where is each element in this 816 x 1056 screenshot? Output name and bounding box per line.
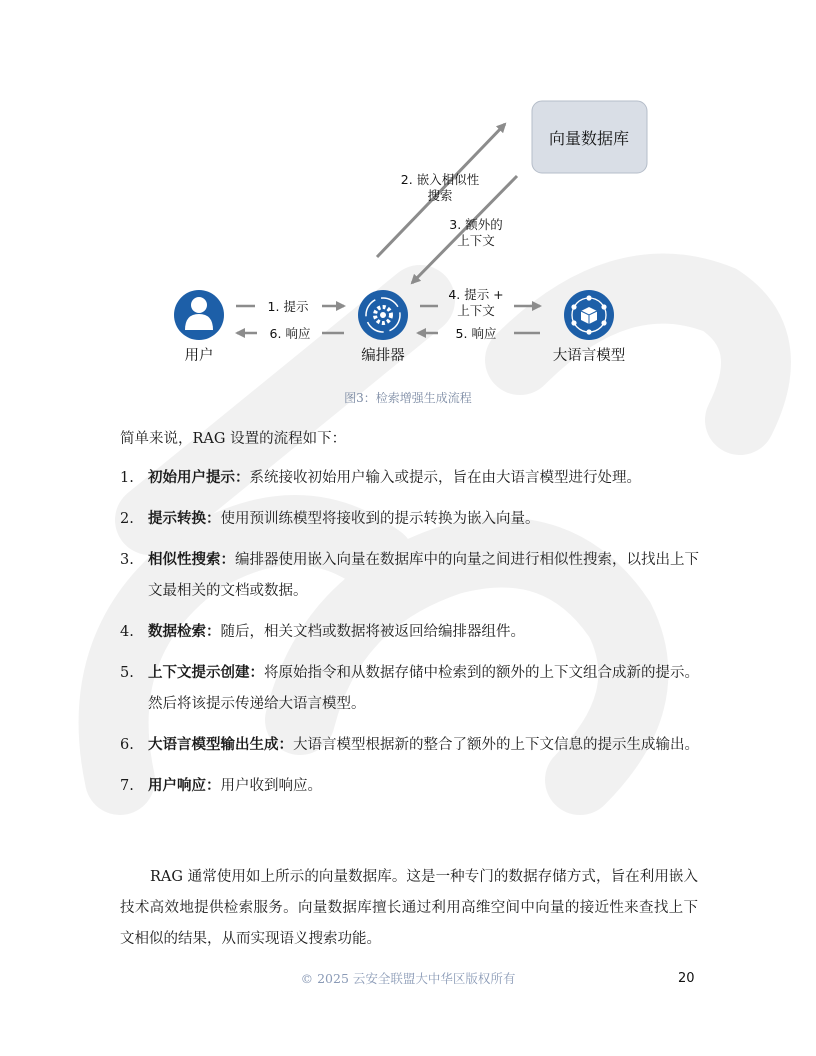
arrow-label-1: 1. 提示 <box>267 299 309 314</box>
step-title: 用户响应： <box>148 778 221 794</box>
llm-cube-icon <box>564 290 614 340</box>
intro-paragraph: 简单来说，RAG 设置的流程如下： <box>120 431 347 447</box>
vector-db-label: 向量数据库 <box>548 129 630 148</box>
arrow-label-4-line2: 上下文 <box>457 303 495 318</box>
arrow-label-2-line2: 搜索 <box>427 188 453 203</box>
arrow-label-6: 6. 响应 <box>269 326 311 341</box>
step-number: 1. <box>120 470 134 486</box>
list-item <box>120 504 700 535</box>
step-title: 数据检索： <box>148 624 221 640</box>
step-title: 大语言模型输出生成： <box>148 737 293 753</box>
step-text: 大语言模型根据新的整合了额外的上下文信息的提示生成输出。 <box>293 737 699 753</box>
step-title: 相似性搜索： <box>148 552 235 568</box>
step-number: 2. <box>120 511 134 527</box>
step-number: 6. <box>120 737 134 753</box>
step-number: 4. <box>120 624 134 640</box>
step-text: 随后，相关文档或数据将被返回给编排器组件。 <box>220 624 525 640</box>
step-text: 使用预训练模型将接收到的提示转换为嵌入向量。 <box>220 511 540 527</box>
step-number: 3. <box>120 552 134 568</box>
user-icon <box>174 290 224 340</box>
user-label: 用户 <box>184 348 214 364</box>
arrow-label-3-line1: 3. 额外的 <box>449 217 503 232</box>
step-text: 编排器使用嵌入向量在数据库中的向量之间进行相似性搜索，以找出上下文最相关的文档或数据。 <box>148 552 699 599</box>
closing-paragraph: RAG 通常使用如上所示的向量数据库。这是一种专门的数据存储方式，旨在利用嵌入技术高效地提供检索服务。向量数据库擅长通过利用高维空间中向量的接近性来查找上下文相似的结果，从而实现语义搜索功能。 <box>120 869 698 947</box>
list-item <box>120 730 700 761</box>
step-number: 5. <box>120 665 134 681</box>
step-number: 7. <box>120 778 134 794</box>
step-title: 初始用户提示： <box>148 470 250 486</box>
list-item <box>120 617 700 648</box>
orchestrator-gear-icon <box>358 290 408 340</box>
arrow-label-5: 5. 响应 <box>455 326 497 341</box>
page-number: 20 <box>678 971 695 986</box>
rag-flow-diagram <box>0 0 816 420</box>
step-text: 用户收到响应。 <box>220 778 322 794</box>
orchestrator-label: 编排器 <box>361 348 405 364</box>
list-item <box>120 771 700 802</box>
llm-label: 大语言模型 <box>552 348 626 364</box>
step-title: 上下文提示创建： <box>148 665 264 681</box>
steps-list <box>120 463 700 812</box>
figure-caption: 图3：检索增强生成流程 <box>344 391 472 405</box>
arrow-label-3-line2: 上下文 <box>457 233 495 248</box>
list-item <box>120 545 700 607</box>
step-title: 提示转换： <box>148 511 221 527</box>
list-item <box>120 463 700 494</box>
step-text: 将原始指令和从数据存储中检索到的额外的上下文组合成新的提示。然后将该提示传递给大语言模型。 <box>148 665 699 712</box>
list-item <box>120 658 700 720</box>
arrow-label-2-line1: 2. 嵌入相似性 <box>400 172 480 187</box>
arrow-label-4-line1: 4. 提示 + <box>448 287 504 302</box>
copyright-footer: © 2025 云安全联盟大中华区版权所有 <box>300 971 516 986</box>
step-text: 系统接收初始用户输入或提示，旨在由大语言模型进行处理。 <box>249 470 641 486</box>
